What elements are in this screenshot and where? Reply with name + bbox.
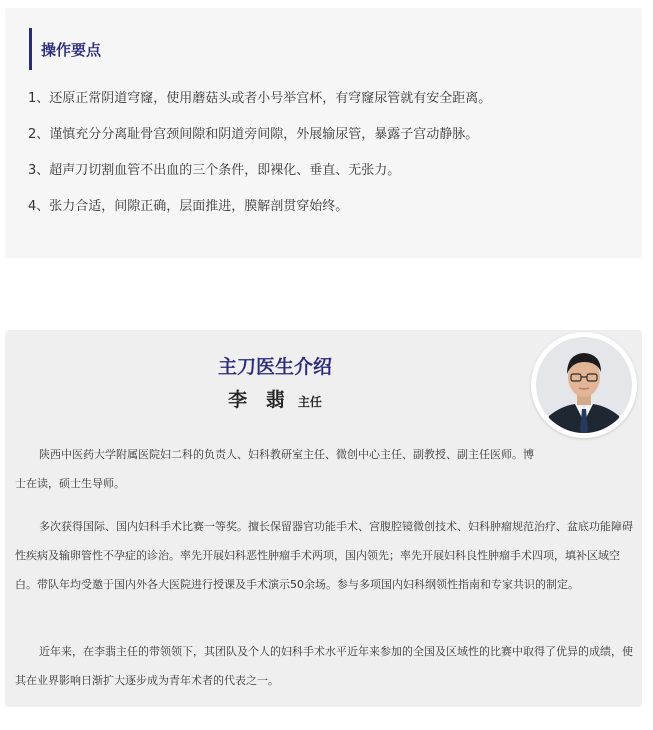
key-point-item: 1、还原正常阴道穹窿，使用蘑菇头或者小号举宫杯，有穹窿尿管就有安全距离。	[28, 91, 492, 106]
surgeon-bio-text: 陕西中医药大学附属医院妇二科的负责人、妇科教研室主任、微创中心主任、副教授、副主任医师。博士在读，硕士生导师。	[15, 448, 534, 490]
key-points-list	[28, 90, 628, 234]
key-point-item: 2、谨慎充分分离耻骨宫颈间隙和阴道旁间隙，外展输尿管，暴露子宫动静脉。	[28, 127, 479, 142]
surgeon-role: 主任	[297, 395, 322, 409]
key-point-item: 3、超声刀切割血管不出血的三个条件，即裸化、垂直、无张力。	[28, 163, 401, 178]
surgeon-name-row	[5, 385, 545, 412]
surgeon-name: 李 翡	[228, 389, 291, 411]
surgeon-bio-text: 多次获得国际、国内妇科手术比赛一等奖。擅长保留器官功能手术、宫腹腔镜微创技术、妇科肿瘤规范治疗、盆底功能障碍性疾病及输卵管性不孕症的诊治。率先开展妇科恶性肿瘤手术两项，国内领先；率先开展妇科良性肿瘤手术四项，填补区域空白。带队年均受邀于国内外各大医院进行授课及手术演示50余场。参与多项国内妇科纲领性指南和专家共识的制定。	[15, 520, 633, 591]
key-point-item: 4、张力合适，间隙正确，层面推进，膜解剖贯穿始终。	[28, 199, 349, 214]
key-points-heading	[29, 28, 101, 70]
surgeon-bio-paragraph	[15, 512, 637, 599]
surgeon-bio-paragraph	[15, 440, 535, 498]
surgeon-avatar	[531, 332, 637, 438]
key-points-title: 操作要点	[41, 40, 102, 59]
surgeon-bio-paragraph	[15, 637, 637, 695]
key-points-card	[5, 8, 642, 258]
surgeon-card	[5, 330, 642, 707]
portrait-icon	[531, 332, 637, 438]
surgeon-section-title: 主刀医生介绍	[217, 356, 332, 378]
surgeon-bio-text: 近年来，在李翡主任的带领领下，其团队及个人的妇科手术水平近年来参加的全国及区域性的比赛中取得了优异的成绩，使其在业界影响日渐扩大逐步成为青年术者的代表之一。	[15, 645, 633, 687]
